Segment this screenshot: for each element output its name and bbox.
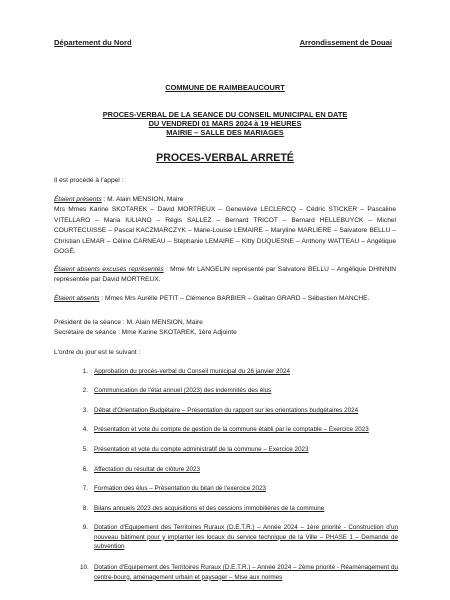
session-title-line-1: PROCES-VERBAL DE LA SEANCE DU CONSEIL MUNICIPAL EN DATE xyxy=(102,110,348,119)
agenda-label: Dotation d'Equipement des Territoires Ruraux (D.E.T.R.) – Année 2024 – 1ère priorité - Construction d'un nouveau bâtiment pour y implanter les locaux du service technique de la Ville – PHASE 1 – Demande de subvention xyxy=(94,524,398,551)
session-title-line-3: MAIRIE – SALLE DES MARIAGES xyxy=(166,128,284,137)
agenda-number: 6. xyxy=(82,466,88,473)
absents-text: : Mmes Mrs Aurélie PETIT – Clémence BARBIER – Gaëtan GRARD – Sébastien MANCHE. xyxy=(99,295,370,302)
agenda-number: 5. xyxy=(82,446,88,453)
excused-text: : Mme Mr LANGELIN représenté par Salvatore BELLU – Angélique DHINNIN représentée par David MORTREUX. xyxy=(54,266,396,284)
agenda-label: Dotation d'Equipement des Territoires Ruraux (D.E.T.R.) – Année 2024 – 2ème priorité - Réaménagement du centre-bourg, aménagement urbain et paysager – Mise aux normes xyxy=(94,564,398,581)
agenda-label: Approbation du procès-verbal du Conseil municipal du 26 janvier 2024 xyxy=(94,368,291,375)
secretary-line: Secrétaire de séance : Mme Karine SKOTAREK, 1ère Adjointe xyxy=(54,329,237,336)
agenda-label: Présentation et vote du compte administratif de la commune – Exercice 2023 xyxy=(94,446,309,453)
agenda-label: Présentation et vote du compte de gestion de la commune établi par le comptable – Exercice 2023 xyxy=(94,426,369,433)
agenda-number: 9. xyxy=(82,524,88,531)
absents-paragraph xyxy=(54,294,396,304)
agenda-number: 2. xyxy=(82,387,88,394)
agenda-number: 1. xyxy=(82,368,88,375)
agenda-label: Débat d'Orientation Budgétaire – Présentation du rapport sur les orientations budgétaires 2024 xyxy=(94,407,359,414)
agenda-label: Bilans annuels 2023 des acquisitions et des cessions immobilières de la commune xyxy=(94,505,325,512)
agenda-label: Formation des élus – Présentation du bilan de l'exercice 2023 xyxy=(94,485,267,492)
agenda-label: Affectation du résultat de clôture 2023 xyxy=(94,466,200,473)
agenda-number: 10. xyxy=(80,564,89,571)
session-title-line-2: DU VENDREDI 01 MARS 2024 à 19 HEURES xyxy=(148,119,302,128)
excused-paragraph xyxy=(54,265,396,286)
agenda-number: 8. xyxy=(82,505,88,512)
agenda-label: Communication de l'état annuel (2023) des indemnités des élus xyxy=(94,387,272,394)
president-line: Président de la séance : M. Alain MENSION, Maire xyxy=(54,319,203,326)
agenda-number: 4. xyxy=(82,426,88,433)
excused-label: Étaient absents excusés représentés xyxy=(54,266,164,273)
presents-list: Mrs Mmes Karine SKOTAREK – David MORTREUX – Geneviève LECLERCQ – Cédric STICKER – Pascaline VITELLARO – Maria IULIANO – Régis SALLEZ – Bernard TRICOT – Bernard HELLEBUYCK – Michel COURTECUISSE – Pascal KACZMARCZYK – Marie-Louise LEMAIRE – Maryline MARLIERE – Salvatore BELLU – Christian LEMAR – Céline CARNEAU – Stéphanie LEMAIRE – Kitty DUQUESNE – Anthony WATTEAU – Angélique GOGÉ. xyxy=(54,206,396,256)
agenda-number: 7. xyxy=(82,485,88,492)
department-header: Département du Nord xyxy=(54,38,132,47)
roll-call-intro: Il est procédé à l'appel : xyxy=(54,177,124,184)
agenda-number: 3. xyxy=(82,407,88,414)
presents-label: Étaient présents xyxy=(54,196,102,203)
commune-title: COMMUNE DE RAIMBEAUCOURT xyxy=(165,83,285,92)
arrondissement-header: Arrondissement de Douai xyxy=(299,38,392,47)
presents-mayor: : M. Alain MENSION, Maire xyxy=(101,196,184,203)
presents-paragraph xyxy=(54,195,396,257)
agenda-intro: L'ordre du jour est le suivant : xyxy=(54,349,141,356)
document-title: PROCES-VERBAL ARRETÉ xyxy=(156,152,294,164)
absents-label: Étaient absents xyxy=(54,295,100,302)
